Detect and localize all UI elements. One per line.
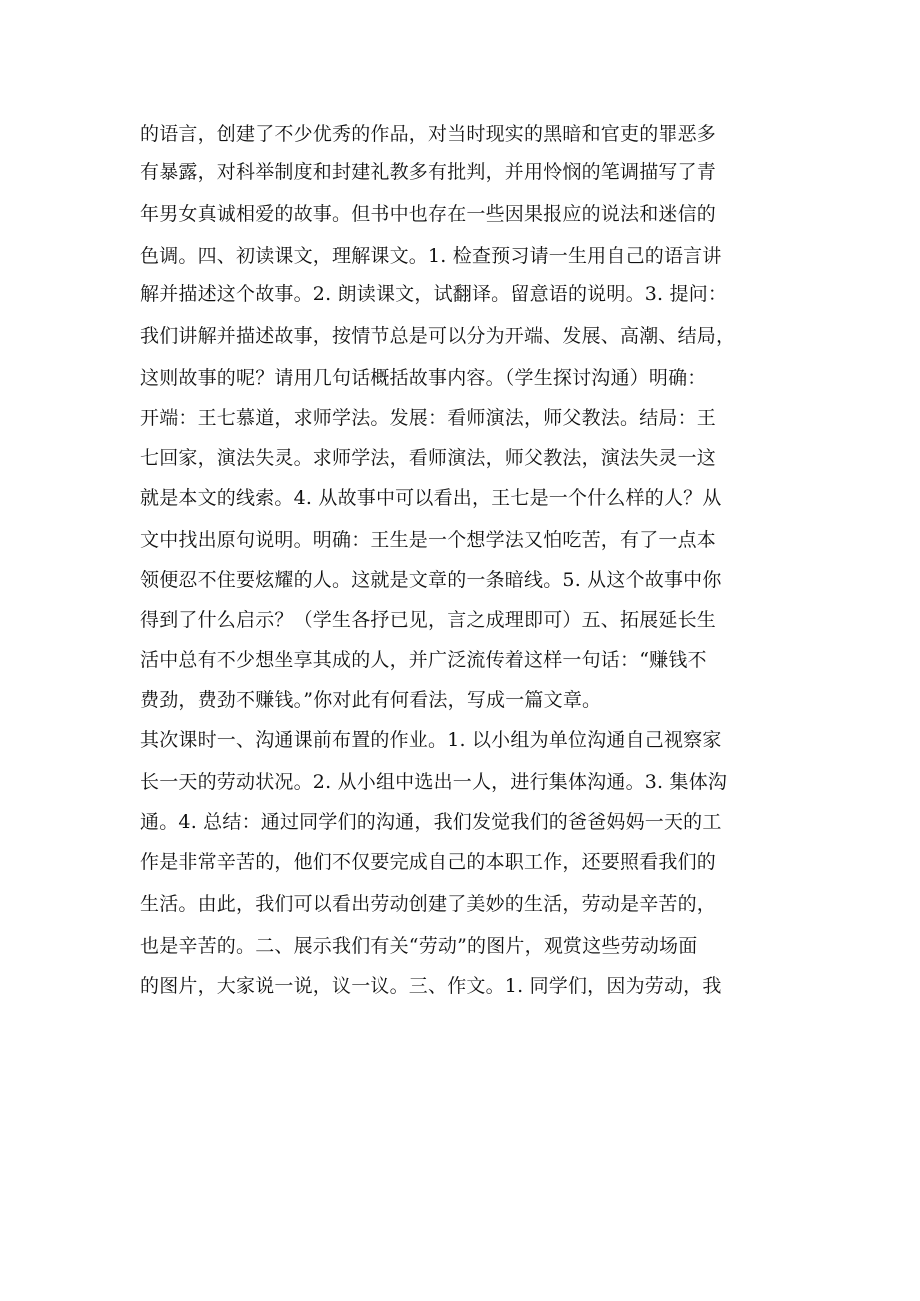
- text-line: 就是本文的线索。4. 从故事中可以看出，王七是一个什么样的人？从: [140, 487, 722, 509]
- text-line: 领便忍不住要炫耀的人。这就是文章的一条暗线。5. 从这个故事中你: [140, 569, 722, 591]
- text-line: 解并描述这个故事。2. 朗读课文，试翻译。留意语的说明。3. 提问：: [140, 283, 728, 305]
- text-line: 作是非常辛苦的，他们不仅要完成自己的本职工作，还要照看我们的: [140, 851, 717, 873]
- text-line: 年男女真诚相爱的故事。但书中也存在一些因果报应的说法和迷信的: [140, 203, 717, 225]
- text-line: 七回家，演法失灵。求师学法，看师演法，师父教法，演法失灵一这: [140, 447, 717, 469]
- text-line: 也是辛苦的。二、展示我们有关“劳动”的图片，观赏这些劳动场面: [140, 935, 698, 957]
- text-line: 我们讲解并描述故事，按情节总是可以分为开端、发展、高潮、结局，: [140, 325, 736, 347]
- text-line: 活中总有不少想坐享其成的人，并广泛流传着这样一句话：“赚钱不: [140, 649, 707, 671]
- text-line: 其次课时一、沟通课前布置的作业。1. 以小组为单位沟通自己视察家: [140, 729, 722, 751]
- text-line: 开端：王七慕道，求师学法。发展：看师演法，师父教法。结局：王: [140, 407, 717, 429]
- text-line: 长一天的劳动状况。2. 从小组中选出一人，进行集体沟通。3. 集体沟: [140, 771, 728, 793]
- text-line: 的语言，创建了不少优秀的作品，对当时现实的黑暗和官吏的罪恶多: [140, 123, 717, 145]
- text-line: 得到了什么启示？（学生各抒已见，言之成理即可）五、拓展延长生: [140, 609, 717, 631]
- text-line: 生活。由此，我们可以看出劳动创建了美妙的生活，劳动是辛苦的，: [140, 893, 717, 915]
- text-line: 费劲，费劲不赚钱。”你对此有何看法，写成一篇文章。: [140, 689, 602, 711]
- text-line: 这则故事的呢？请用几句话概括故事内容。（学生探讨沟通）明确：: [140, 367, 707, 389]
- text-line: 文中找出原句说明。明确：王生是一个想学法又怕吃苦，有了一点本: [140, 529, 717, 551]
- text-line: 的图片，大家说一说，议一议。三、作文。1. 同学们，因为劳动，我: [140, 975, 722, 997]
- text-line: 有暴露，对科举制度和封建礼教多有批判，并用怜悯的笔调描写了青: [140, 161, 717, 183]
- text-line: 通。4. 总结：通过同学们的沟通，我们发觉我们的爸爸妈妈一天的工: [140, 811, 722, 833]
- text-line: 色调。四、初读课文，理解课文。1. 检查预习请一生用自己的语言讲: [140, 245, 722, 267]
